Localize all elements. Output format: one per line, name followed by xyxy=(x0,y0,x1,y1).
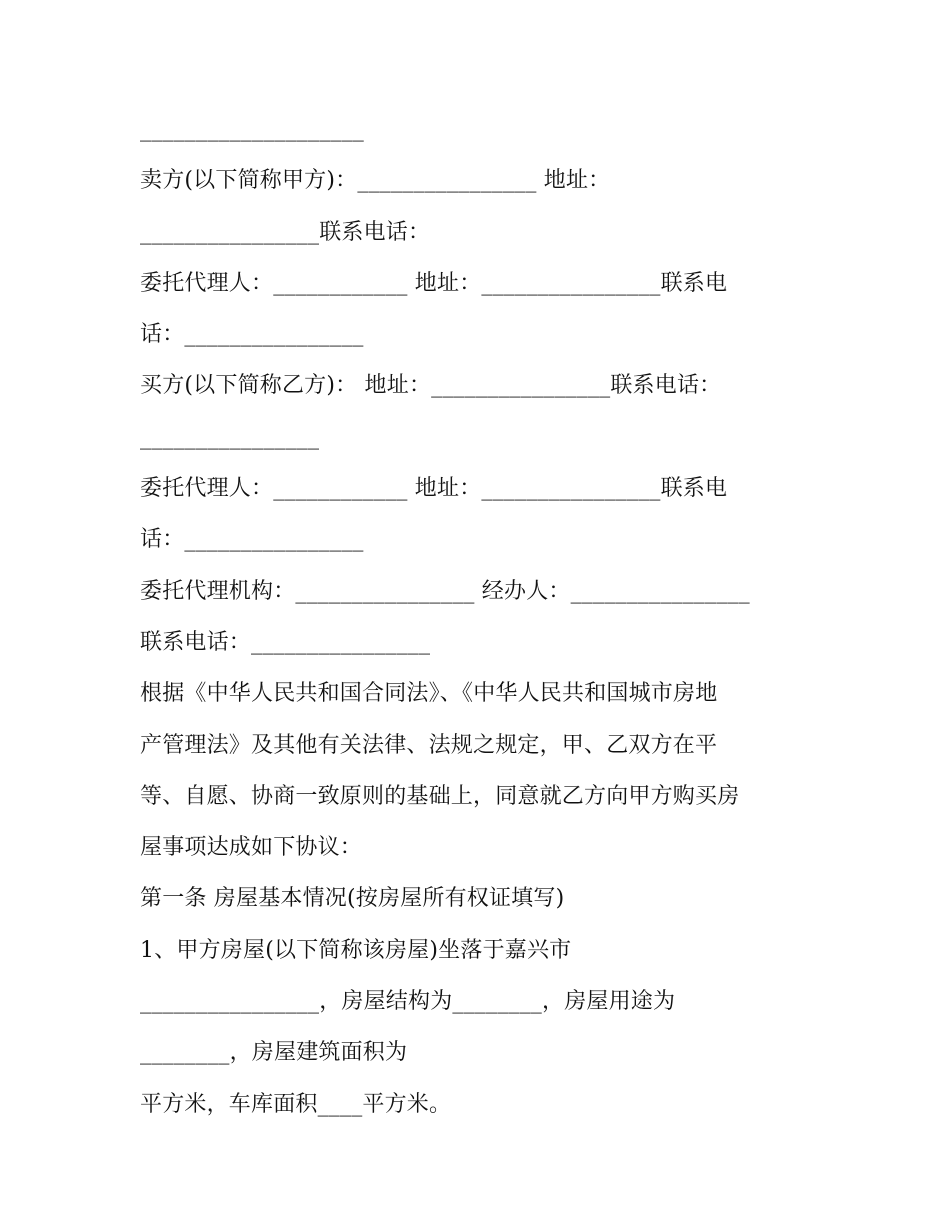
article-one-heading: 第一条 房屋基本情况(按房屋所有权证填写) xyxy=(140,886,565,912)
article-one-item-1-line-4: 平方米，车库面积____平方米。 xyxy=(140,1091,452,1117)
seller-agent-line: 委托代理人：____________ 地址：________________联系电 xyxy=(140,270,728,296)
buyer-agent-line: 委托代理人：____________ 地址：________________联系电 xyxy=(140,476,728,502)
article-one-item-1-line-3: ________，房屋建筑面积为 xyxy=(140,1040,408,1066)
preamble-line-2: 产管理法》及其他有关法律、法规之规定，甲、乙双方在平 xyxy=(140,732,718,758)
buyer-phone-blank-line: ________________ xyxy=(140,424,320,450)
contract-text xyxy=(140,104,830,1130)
blank-line-top: ____________________ xyxy=(140,117,364,142)
seller-phone-line: ________________联系电话： xyxy=(140,219,431,245)
agency-line: 委托代理机构：________________ 经办人：________________ xyxy=(140,578,750,604)
preamble-line-1: 根据《中华人民共和国合同法》、《中华人民共和国城市房地 xyxy=(140,681,718,707)
preamble-line-3: 等、自愿、协商一致原则的基础上，同意就乙方向甲方购买房 xyxy=(140,783,740,809)
agency-phone-line: 联系电话：________________ xyxy=(140,629,431,655)
buyer-line: 买方(以下简称乙方)： 地址：________________联系电话： xyxy=(140,373,722,399)
article-one-item-1-line-1: 1、甲方房屋(以下简称该房屋)坐落于嘉兴市 xyxy=(140,937,572,963)
article-one-item-1-line-2: ________________，房屋结构为________，房屋用途为 xyxy=(140,989,676,1015)
preamble-line-4: 屋事项达成如下协议： xyxy=(140,835,363,861)
buyer-agent-phone-line: 话：________________ xyxy=(140,527,364,553)
seller-agent-phone-line: 话：________________ xyxy=(140,322,364,348)
seller-line: 卖方(以下简称甲方)：________________ 地址： xyxy=(140,168,611,194)
